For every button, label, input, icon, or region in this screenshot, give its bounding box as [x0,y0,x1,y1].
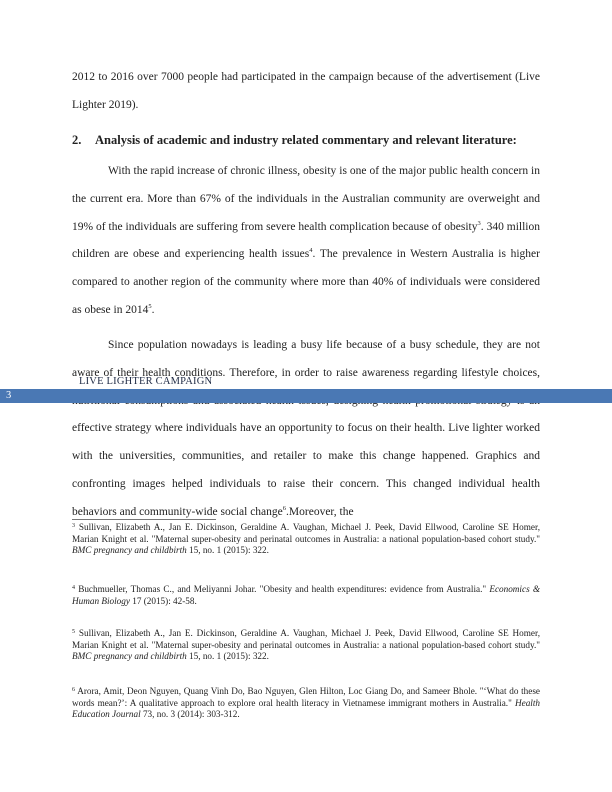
section-heading [72,133,540,148]
footnote-source: Health Education Journal [72,697,540,720]
section-title: Analysis of academic and industry related commentary and relevant literature: [95,133,517,147]
obesity-text-2: . 340 million children are obese and experiencing health issues [72,220,540,261]
obesity-text-3: . The prevalence in Western Australia is higher compared to another region of the community where more than 40% of individuals were considered as obese in 2014 [72,248,540,316]
obesity-paragraph [72,158,540,325]
footnote-number: 3 [72,523,75,529]
footnote-source: BMC pregnancy and childbirth [72,545,187,556]
footnote-ref-4[interactable]: 4 [309,247,313,255]
footnote-5 [72,628,540,663]
footnote-number: 5 [72,629,75,635]
footnote-text: Arora, Amit, Deon Nguyen, Quang Vinh Do, Bao Nguyen, Glen Hilton, Loc Giang Do, and Sameer Bhole. "‘What do these words mean?’: A qualitative approach to explore oral health literacy in Vietnamese immigrant mothers in Australia." [72,686,540,708]
footnote-source: BMC pregnancy and childbirth [72,651,187,662]
running-header-bar [0,389,612,403]
page-number: 3 [6,390,12,401]
section-number: 2. [72,133,82,147]
footnote-tail: 17 (2015): 42-58. [129,595,197,606]
footnote-text: Sullivan, Elizabeth A., Jan E. Dickinson, Geraldine A. Vaughan, Michael J. Peek, David Ellwood, Caroline SE Homer, Marian Knight et al. "Maternal super-obesity and perinatal outcomes in Australia: a national population-based cohort study." [72,522,540,544]
footnote-tail: 73, no. 3 (2014): 303-312. [140,709,240,720]
obesity-text-4: . [151,303,155,316]
footnote-number: 6 [72,687,75,693]
footnote-ref-5[interactable]: 5 [148,302,152,310]
footnote-6 [72,686,540,721]
footnote-source: Economics & Human Biology [72,584,540,606]
footnote-ref-6[interactable]: 6 [282,504,287,512]
footnote-text: Buchmueller, Thomas C., and Meliyanni Johar. "Obesity and health expenditures: evidence from Australia." [75,584,490,594]
footnote-3 [72,522,540,557]
footnote-tail: 15, no. 1 (2015): 322. [186,651,269,662]
footnote-4 [72,584,540,607]
awareness-paragraph [72,332,540,527]
running-header-title: LIVE LIGHTER CAMPAIGN [79,376,213,387]
footnote-tail: 15, no. 1 (2015): 322. [186,545,269,556]
footnote-ref-3[interactable]: 3 [477,219,481,227]
intro-paragraph: 2012 to 2016 over 7000 people had participated in the campaign because of the advertisement (Live Lighter 2019). [72,71,540,111]
footnote-number: 4 [72,585,75,591]
awareness-text-2: .Moreover, the [286,505,354,518]
footnote-separator [72,519,216,520]
footnote-text: Sullivan, Elizabeth A., Jan E. Dickinson, Geraldine A. Vaughan, Michael J. Peek, David Ellwood, Caroline SE Homer, Marian Knight et al. "Maternal super-obesity and perinatal outcomes in Australia: a national population-based cohort study." [72,628,540,650]
awareness-text-1: Since population nowadays is leading a busy life because of a busy schedule, they are not aware of their health conditions. Therefore, in order to raise awareness regarding lifestyle choices, effective strategy where individuals have an opportunity to focus on their health. Live lighter worked with the universities, communities, and retailer to make this change happened. Graphics and confronting images helped individuals to raise their concern. This changed individual health behaviors and community-wide social change [72,339,540,518]
obesity-text-1: With the rapid increase of chronic illness, obesity is one of the major public health concern in the current era. More than 67% of the individuals in the Australian community are overweight and 19% of the individuals are suffering from severe health complication because of obesity [72,165,540,233]
